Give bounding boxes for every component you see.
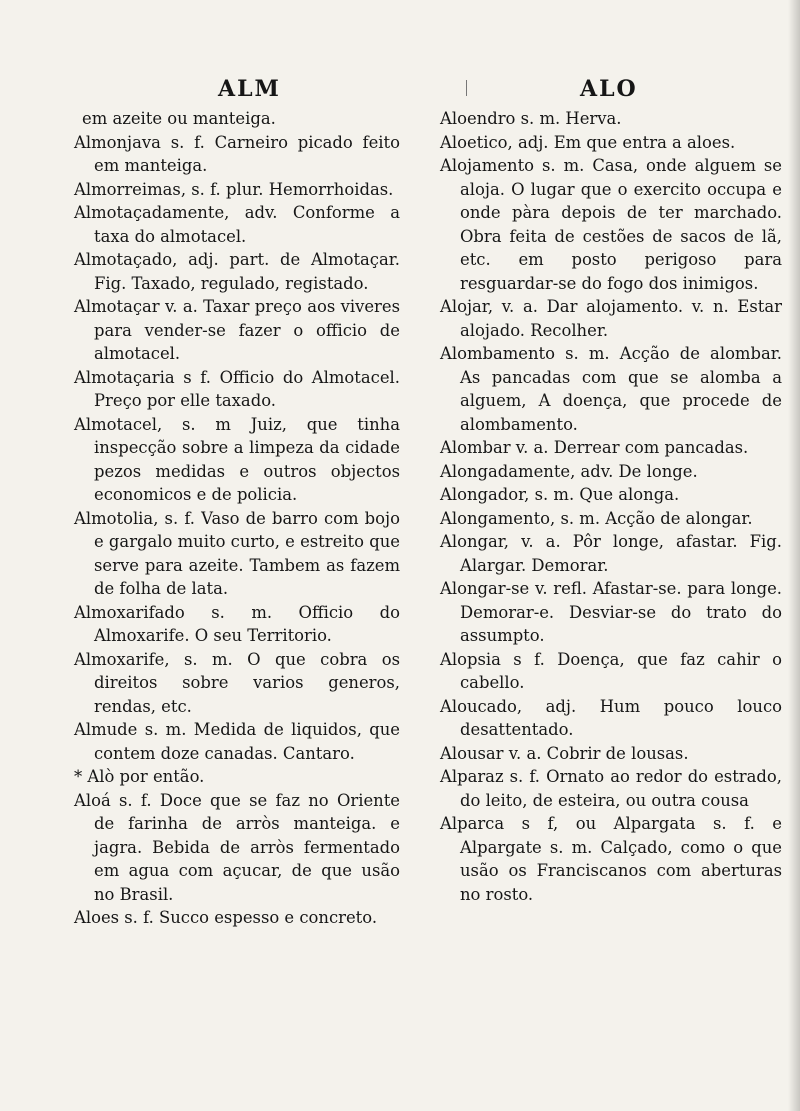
margin-mark [466, 80, 467, 96]
dictionary-entry: em azeite ou manteiga. [82, 109, 276, 128]
dictionary-entry: Alousar v. a. Cobrir de lousas. [440, 743, 689, 763]
dictionary-entry: Almotacel, s. m Juiz, que tinha inspecção sobre a limpeza da cidade pezos medidas e outros objectos economicos e de policia. [74, 414, 400, 504]
dictionary-entry: Alparaz s. f. Ornato ao redor do estrado, do leito, de esteira, ou outra cousa [440, 767, 782, 810]
dictionary-entry: Almotaçado, adj. part. de Almotaçar. Fig. Taxado, regulado, registado. [74, 250, 400, 293]
page-edge-shadow [788, 0, 800, 1111]
dictionary-entry: Alombar v. a. Derrear com pancadas. [440, 438, 749, 457]
page-header-right: ALO [580, 76, 638, 102]
dictionary-entry: Aloes s. f. Succo espesso e concreto. [74, 908, 378, 927]
dictionary-entry: Almoxarifado s. m. Officio do Almoxarife. O seu Territorio. [74, 602, 400, 645]
dictionary-entry: Alongamento, s. m. Acção de alongar. [440, 508, 753, 528]
dictionary-entry: Aloetico, adj. Em que entra a aloes. [440, 132, 736, 152]
dictionary-entry: Alongador, s. m. Que alonga. [440, 485, 680, 504]
left-column [74, 107, 400, 930]
dictionary-entry: Alongar-se v. refl. Afastar-se. para longe. Demorar-e. Desviar-se do trato do assumpto. [440, 579, 782, 645]
dictionary-entry: Aloá s. f. Doce que se faz no Oriente de farinha de arròs manteiga. e jagra. Bebida de arròs fermentado em agua com açucar, de que usão no Brasil. [74, 790, 400, 904]
dictionary-entry: Alparca s f, ou Alpargata s. f. e Alpargate s. m. Calçado, como o que usão os Franciscanos com aberturas no rosto. [440, 814, 782, 904]
dictionary-entry: Almotaçadamente, adv. Conforme a taxa do almotacel. [74, 203, 400, 246]
dictionary-entry: Almorreimas, s. f. plur. Hemorrhoidas. [74, 179, 394, 199]
dictionary-entry: Alombamento s. m. Acção de alombar. As pancadas com que se alomba a alguem, A doença, que procede de alombamento. [440, 344, 782, 434]
dictionary-entry: Almoxarife, s. m. O que cobra os direitos sobre varios generos, rendas, etc. [74, 649, 400, 716]
dictionary-entry: Almotaçar v. a. Taxar preço aos viveres para vender-se fazer o officio de almotacel. [74, 297, 400, 363]
dictionary-entry: Alojar, v. a. Dar alojamento. v. n. Estar alojado. Recolher. [440, 297, 782, 340]
dictionary-entry: Almude s. m. Medida de liquidos, que contem doze canadas. Cantaro. [74, 720, 400, 763]
dictionary-entry: Aloendro s. m. Herva. [440, 109, 622, 128]
dictionary-entry: Alopsia s f. Doença, que faz cahir o cabello. [440, 649, 782, 692]
dictionary-entry: * Alò por então. [74, 767, 205, 786]
page-header-left: ALM [218, 76, 281, 102]
dictionary-entry: Almonjava s. f. Carneiro picado feito em manteiga. [74, 132, 400, 175]
right-column [440, 107, 782, 906]
dictionary-entry: Alongar, v. a. Pôr longe, afastar. Fig. Alargar. Demorar. [440, 532, 782, 575]
dictionary-entry: Alojamento s. m. Casa, onde alguem se aloja. O lugar que o exercito occupa e onde pàra depois de ter marchado. Obra feita de cestões de sacos de lã, etc. em posto perigoso para resguardar-se do fogo dos inimigos. [440, 156, 782, 293]
dictionary-entry: Almotaçaria s f. Officio do Almotacel. Preço por elle taxado. [74, 367, 400, 410]
dictionary-entry: Almotolia, s. f. Vaso de barro com bojo e gargalo muito curto, e estreito que serve para azeite. Tambem as fazem de folha de lata. [74, 508, 400, 598]
dictionary-entry: Aloucado, adj. Hum pouco louco desattentado. [440, 696, 782, 739]
dictionary-entry: Alongadamente, adv. De longe. [440, 461, 698, 481]
